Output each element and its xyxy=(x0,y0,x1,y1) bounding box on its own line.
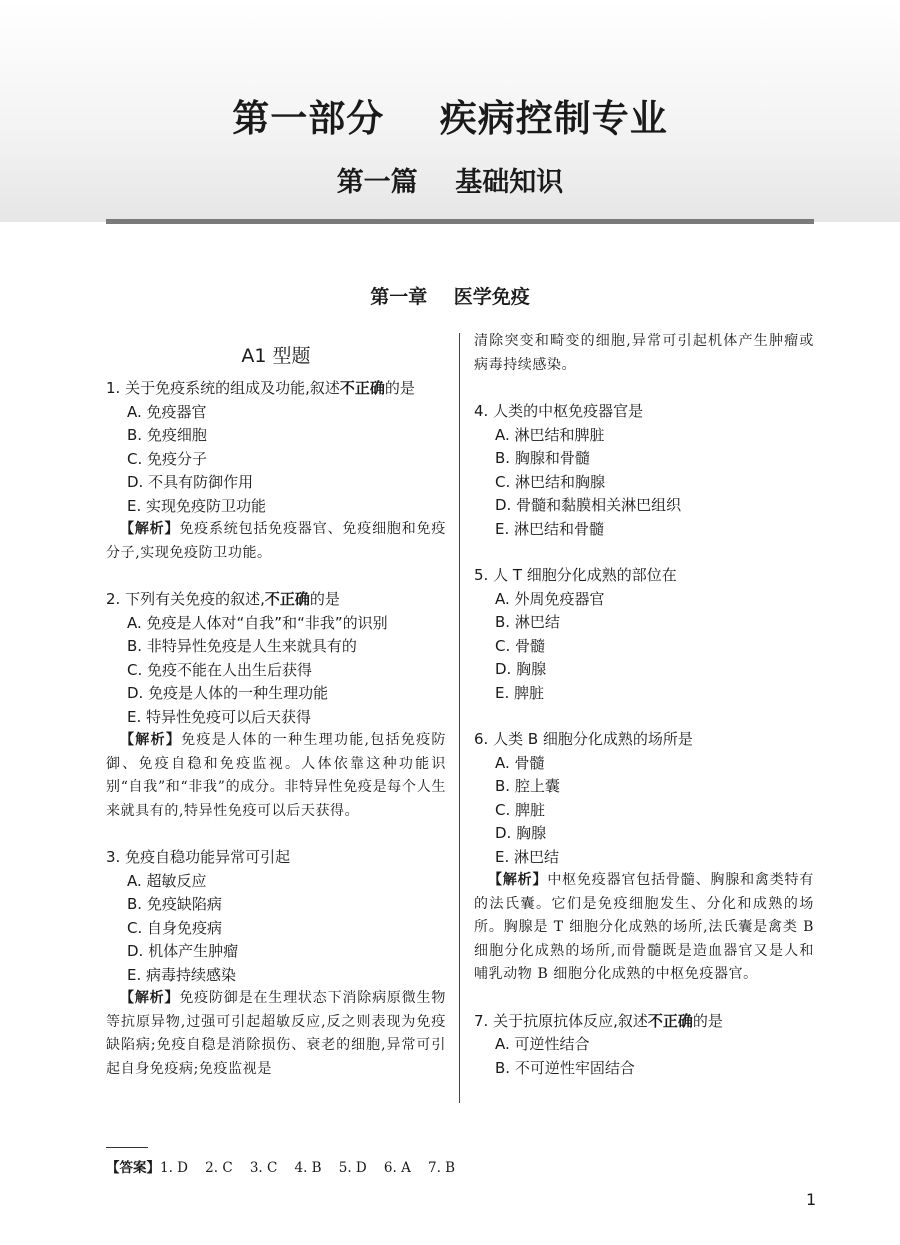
option: B. 免疫缺陷病 xyxy=(127,895,222,913)
page-number: 1 xyxy=(806,1190,817,1209)
option: A. 骨髓 xyxy=(495,753,545,772)
answer-divider xyxy=(106,1147,148,1148)
option: B. 胸腺和骨髓 xyxy=(495,449,590,467)
option: E. 淋巴结 xyxy=(495,847,560,866)
section-title: 第一篇 基础知识 xyxy=(336,167,564,198)
option: A. 超敏反应 xyxy=(127,871,207,890)
answer-key: 【答案】1. D 2. C 3. C 4. B 5. D 6. A 7. B xyxy=(106,1160,456,1176)
question-type-heading: A1 型题 xyxy=(241,345,311,367)
question-3 xyxy=(106,846,446,1081)
option: E. 淋巴结和骨髓 xyxy=(495,519,605,538)
option: D. 机体产生肿瘤 xyxy=(127,942,239,960)
option: C. 骨髓 xyxy=(495,636,546,655)
question-stem: 2. 下列有关免疫的叙述,不正确的是 xyxy=(106,590,340,608)
question-4 xyxy=(474,400,814,541)
option: A. 可逆性结合 xyxy=(495,1035,590,1053)
question-6 xyxy=(474,728,814,987)
right-column xyxy=(474,330,814,1080)
option: C. 免疫分子 xyxy=(127,449,208,468)
analysis: 【解析】免疫防御是在生理状态下消除病原微生物等抗原异物,过强可引起超敏反应,反之则表现为免疫缺陷病;免疫自稳是消除损伤、衰老的细胞,异常可引起自身免疫病;免疫监视是 xyxy=(106,990,446,1077)
question-1 xyxy=(106,377,446,565)
option: B. 不可逆性牢固结合 xyxy=(495,1058,635,1077)
option: C. 脾脏 xyxy=(495,800,546,819)
option: A. 外周免疫器官 xyxy=(495,589,605,608)
option: D. 骨髓和黏膜相关淋巴组织 xyxy=(495,496,682,514)
option: C. 免疫不能在人出生后获得 xyxy=(127,660,313,679)
question-2 xyxy=(106,588,446,823)
option: B. 淋巴结 xyxy=(495,613,560,631)
option: C. 淋巴结和胸腺 xyxy=(495,472,606,491)
question-stem: 4. 人类的中枢免疫器官是 xyxy=(474,402,644,420)
question-stem: 6. 人类 B 细胞分化成熟的场所是 xyxy=(474,730,693,748)
question-5 xyxy=(474,564,814,705)
header-rule xyxy=(106,219,814,224)
question-stem: 7. 关于抗原抗体反应,叙述不正确的是 xyxy=(474,1011,723,1030)
analysis: 【解析】免疫是人体的一种生理功能,包括免疫防御、免疫自稳和免疫监视。人体依靠这种功能识别“自我”和“非我”的成分。非特异性免疫是每个人生来就具有的,特异性免疫可以后天获得。 xyxy=(106,732,447,819)
option: D. 不具有防御作用 xyxy=(127,473,254,491)
option: D. 胸腺 xyxy=(495,660,547,678)
option: B. 腔上囊 xyxy=(495,777,560,795)
option: E. 特异性免疫可以后天获得 xyxy=(127,707,312,726)
analysis: 【解析】免疫系统包括免疫器官、免疫细胞和免疫分子,实现免疫防卫功能。 xyxy=(106,521,446,561)
question-stem: 3. 免疫自稳功能异常可引起 xyxy=(106,848,291,866)
analysis-continued: 清除突变和畸变的细胞,异常可引起机体产生肿瘤或病毒持续感染。 xyxy=(474,333,814,373)
left-column xyxy=(106,330,446,1081)
question-stem: 5. 人 T 细胞分化成熟的部位在 xyxy=(474,566,677,584)
column-divider xyxy=(459,333,460,1103)
option: E. 脾脏 xyxy=(495,683,545,702)
option: A. 免疫器官 xyxy=(127,402,207,421)
question-7 xyxy=(474,1010,814,1081)
option: E. 病毒持续感染 xyxy=(127,965,237,984)
option: A. 免疫是人体对“自我”和“非我”的识别 xyxy=(127,613,388,632)
option: D. 胸腺 xyxy=(495,824,547,842)
analysis: 【解析】中枢免疫器官包括骨髓、胸腺和禽类特有的法氏囊。它们是免疫细胞发生、分化和成熟的场所。胸腺是 T 细胞分化成熟的场所,法氏囊是禽类 B 细胞分化成熟的场所,而骨髓既是造血器官又是人和哺乳动物 B 细胞分化成熟的中枢免疫器官。 xyxy=(474,872,814,982)
option: B. 非特异性免疫是人生来就具有的 xyxy=(127,637,357,655)
option: D. 免疫是人体的一种生理功能 xyxy=(127,684,329,702)
option: A. 淋巴结和脾脏 xyxy=(495,425,605,444)
option: B. 免疫细胞 xyxy=(127,426,207,444)
chapter-title: 第一章 医学免疫 xyxy=(370,286,530,308)
question-stem: 1. 关于免疫系统的组成及功能,叙述不正确的是 xyxy=(106,379,415,397)
option: E. 实现免疫防卫功能 xyxy=(127,496,267,515)
option: C. 自身免疫病 xyxy=(127,918,223,937)
part-title: 第一部分 疾病控制专业 xyxy=(232,97,668,140)
